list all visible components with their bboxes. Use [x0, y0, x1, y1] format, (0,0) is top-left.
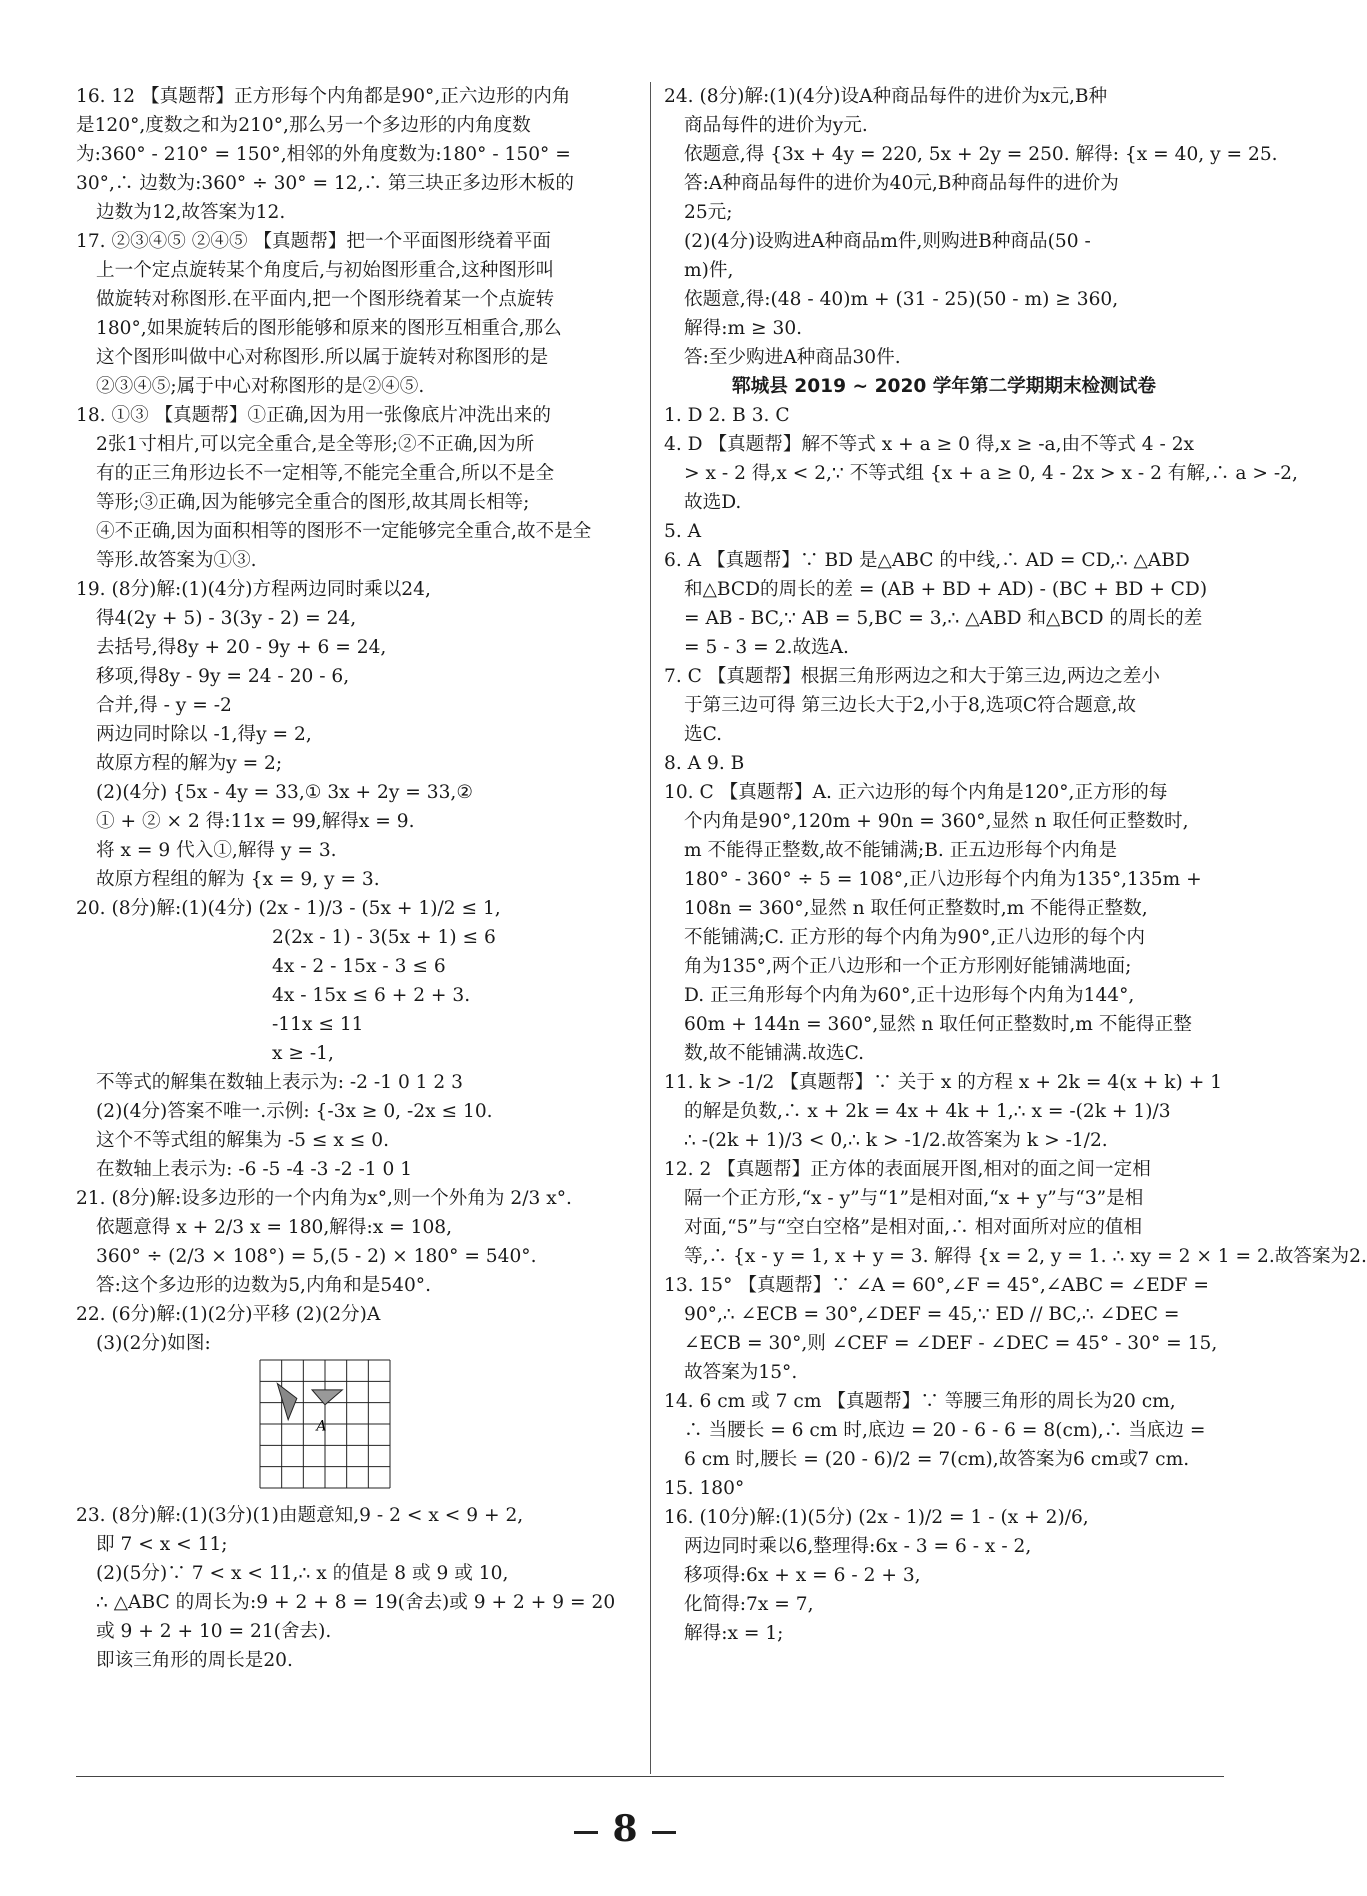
text-line: 解得:x = 1;	[684, 1623, 784, 1644]
text-line: 依题意,得:(48 - 40)m + (31 - 25)(50 - m) ≥ 360,	[684, 289, 1119, 310]
text-line: 合并,得 - y = -2	[96, 695, 232, 716]
text-line: 1. D 2. B 3. C	[664, 405, 790, 426]
text-line: 不等式的解集在数轴上表示为: -2 -1 0 1 2 3	[96, 1072, 463, 1093]
text-line: 故选D.	[684, 492, 742, 513]
text-line: 11. k > -1/2 【真题帮】∵ 关于 x 的方程 x + 2k = 4(x + k) + 1	[664, 1072, 1223, 1093]
text-line: 4. D 【真题帮】解不等式 x + a ≥ 0 得,x ≥ -a,由不等式 4 - 2x	[664, 434, 1195, 455]
text-line: 16. 12 【真题帮】正方形每个内角都是90°,正六边形的内角	[76, 86, 571, 107]
text-line: 15. 180°	[664, 1478, 745, 1499]
text-line: = 5 - 3 = 2.故选A.	[684, 637, 849, 658]
text-line: 108n = 360°,显然 n 取任何正整数时,m 不能得正整数,	[684, 898, 1148, 919]
text-line: 是120°,度数之和为210°,那么另一个多边形的内角度数	[76, 115, 531, 136]
text-line: ∠ECB = 30°,则 ∠CEF = ∠DEF - ∠DEC = 45° - 30° = 15,	[684, 1333, 1218, 1354]
section-title: 郓城县 2019 ~ 2020 学年第二学期期末检测试卷	[732, 376, 1156, 397]
text-line: 2(2x - 1) - 3(5x + 1) ≤ 6	[272, 927, 496, 948]
text-line: 20. (8分)解:(1)(4分) (2x - 1)/3 - (5x + 1)/2 ≤ 1,	[76, 898, 501, 919]
text-line: 的解是负数,∴ x + 2k = 4x + 4k + 1,∴ x = -(2k + 1)/3	[684, 1101, 1171, 1122]
dash-right	[652, 1831, 676, 1834]
text-line: 即 7 < x < 11;	[96, 1534, 228, 1555]
text-line: 8. A 9. B	[664, 753, 745, 774]
text-line: 依题意得 x + 2/3 x = 180,解得:x = 108,	[96, 1217, 453, 1238]
text-line: 23. (8分)解:(1)(3分)(1)由题意知,9 - 2 < x < 9 + 2,	[76, 1505, 524, 1526]
text-line: 和△BCD的周长的差 = (AB + BD + AD) - (BC + BD + CD)	[684, 579, 1208, 600]
left-column	[76, 82, 636, 1675]
text-line: 答:至少购进A种商品30件.	[684, 347, 901, 368]
text-line: 有的正三角形边长不一定相等,不能完全重合,所以不是全	[96, 463, 555, 484]
text-line: > x - 2 得,x < 2,∵ 不等式组 {x + a ≥ 0, 4 - 2x > x - 2 有解,∴ a > -2,	[684, 463, 1298, 484]
grid-figure	[260, 1360, 636, 1497]
text-line: (3)(2分)如图:	[96, 1333, 211, 1354]
text-line: 2张1寸相片,可以完全重合,是全等形;②不正确,因为所	[96, 434, 535, 455]
text-line: 移项,得8y - 9y = 24 - 20 - 6,	[96, 666, 350, 687]
text-line: 等形;③正确,因为能够完全重合的图形,故其周长相等;	[96, 492, 530, 513]
text-line: 故原方程的解为y = 2;	[96, 753, 283, 774]
text-line: 得4(2y + 5) - 3(3y - 2) = 24,	[96, 608, 357, 629]
page-number	[0, 1808, 1250, 1850]
text-line: 化简得:7x = 7,	[684, 1594, 814, 1615]
text-line: 上一个定点旋转某个角度后,与初始图形重合,这种图形叫	[96, 260, 555, 281]
footer-rule	[76, 1776, 1224, 1777]
text-line: 16. (10分)解:(1)(5分) (2x - 1)/2 = 1 - (x + 2)/6,	[664, 1507, 1089, 1528]
text-line: 做旋转对称图形.在平面内,把一个图形绕着某一个点旋转	[96, 289, 555, 310]
text-line: 数,故不能铺满.故选C.	[684, 1043, 865, 1064]
text-line: 故答案为15°.	[684, 1362, 798, 1383]
text-line: D. 正三角形每个内角为60°,正十边形每个内角为144°,	[684, 985, 1135, 1006]
dash-left	[574, 1831, 598, 1834]
text-line: (2)(4分)答案不唯一.示例: {-3x ≥ 0, -2x ≤ 10.	[96, 1101, 493, 1122]
text-line: 18. ①③ 【真题帮】①正确,因为用一张像底片冲洗出来的	[76, 405, 551, 426]
text-line: 180° - 360° ÷ 5 = 108°,正八边形每个内角为135°,135m +	[684, 869, 1202, 890]
text-line: 6 cm 时,腰长 = (20 - 6)/2 = 7(cm),故答案为6 cm或7 cm.	[684, 1449, 1190, 1470]
text-line: 5. A	[664, 521, 702, 542]
text-line: 选C.	[684, 724, 723, 745]
text-line: 两边同时除以 -1,得y = 2,	[96, 724, 312, 745]
text-line: x ≥ -1,	[272, 1043, 334, 1064]
text-line: 解得:m ≥ 30.	[684, 318, 803, 339]
text-line: 故原方程组的解为 {x = 9, y = 3.	[96, 869, 380, 890]
text-line: 360° ÷ (2/3 × 108°) = 5,(5 - 2) × 180° = 540°.	[96, 1246, 537, 1267]
text-line: ① + ② × 2 得:11x = 99,解得x = 9.	[96, 811, 415, 832]
text-line: 25元;	[684, 202, 733, 223]
text-line: 答:这个多边形的边数为5,内角和是540°.	[96, 1275, 432, 1296]
text-line: (2)(4分) {5x - 4y = 33,① 3x + 2y = 33,②	[96, 782, 474, 803]
text-line: ②③④⑤;属于中心对称图形的是②④⑤.	[96, 376, 425, 397]
text-line: 或 9 + 2 + 10 = 21(舍去).	[96, 1621, 332, 1642]
page-number-text: 8	[612, 1808, 638, 1850]
column-divider	[650, 82, 651, 1774]
text-line: 4x - 15x ≤ 6 + 2 + 3.	[272, 985, 471, 1006]
text-line: 个内角是90°,120m + 90n = 360°,显然 n 取任何正整数时,	[684, 811, 1189, 832]
text-line: 90°,∴ ∠ECB = 30°,∠DEF = 45,∵ ED // BC,∴ ∠DEC =	[684, 1304, 1180, 1325]
text-line: 边数为12,故答案为12.	[96, 202, 286, 223]
text-line: 答:A种商品每件的进价为40元,B种商品每件的进价为	[684, 173, 1119, 194]
text-line: 在数轴上表示为: -6 -5 -4 -3 -2 -1 0 1	[96, 1159, 413, 1180]
text-line: (2)(5分)∵ 7 < x < 11,∴ x 的值是 8 或 9 或 10,	[96, 1563, 509, 1584]
text-line: 等形.故答案为①③.	[96, 550, 257, 571]
text-line: 即该三角形的周长是20.	[96, 1650, 293, 1671]
text-line: 19. (8分)解:(1)(4分)方程两边同时乘以24,	[76, 579, 431, 600]
text-line: -11x ≤ 11	[272, 1014, 364, 1035]
text-line: 这个图形叫做中心对称图形.所以属于旋转对称图形的是	[96, 347, 549, 368]
text-line: 24. (8分)解:(1)(4分)设A种商品每件的进价为x元,B种	[664, 86, 1108, 107]
text-line: 12. 2 【真题帮】正方体的表面展开图,相对的面之间一定相	[664, 1159, 1151, 1180]
text-line: 于第三边可得 第三边长大于2,小于8,选项C符合题意,故	[684, 695, 1136, 716]
text-line: 将 x = 9 代入①,解得 y = 3.	[96, 840, 337, 861]
text-line: 4x - 2 - 15x - 3 ≤ 6	[272, 956, 446, 977]
text-line: 13. 15° 【真题帮】∵ ∠A = 60°,∠F = 45°,∠ABC = ∠EDF =	[664, 1275, 1209, 1296]
text-line: 14. 6 cm 或 7 cm 【真题帮】∵ 等腰三角形的周长为20 cm,	[664, 1391, 1176, 1412]
text-line: 角为135°,两个正八边形和一个正方形刚好能铺满地面;	[684, 956, 1132, 977]
text-line: 6. A 【真题帮】∵ BD 是△ABC 的中线,∴ AD = CD,∴ △ABD	[664, 550, 1190, 571]
svg-text:A: A	[316, 1418, 327, 1435]
text-line: ∴ 当腰长 = 6 cm 时,底边 = 20 - 6 - 6 = 8(cm),∴ 当底边 =	[684, 1420, 1206, 1441]
text-line: (2)(4分)设购进A种商品m件,则购进B种商品(50 -	[684, 231, 1091, 252]
text-line: 两边同时乘以6,整理得:6x - 3 = 6 - x - 2,	[684, 1536, 1032, 1557]
text-line: 商品每件的进价为y元.	[684, 115, 868, 136]
text-line: = AB - BC,∵ AB = 5,BC = 3,∴ △ABD 和△BCD 的周长的差	[684, 608, 1203, 629]
text-line: 22. (6分)解:(1)(2分)平移 (2)(2分)A	[76, 1304, 381, 1325]
text-line: 不能铺满;C. 正方形的每个内角为90°,正八边形的每个内	[684, 927, 1145, 948]
text-line: 180°,如果旋转后的图形能够和原来的图形互相重合,那么	[96, 318, 562, 339]
text-line: m 不能得正整数,故不能铺满;B. 正五边形每个内角是	[684, 840, 1118, 861]
text-line: ∴ -(2k + 1)/3 < 0,∴ k > -1/2.故答案为 k > -1/2.	[684, 1130, 1108, 1151]
text-line: ∴ △ABC 的周长为:9 + 2 + 8 = 19(舍去)或 9 + 2 + 9 = 20	[96, 1592, 616, 1613]
text-line: 去括号,得8y + 20 - 9y + 6 = 24,	[96, 637, 387, 658]
text-line: 这个不等式组的解集为 -5 ≤ x ≤ 0.	[96, 1130, 389, 1151]
text-line: 7. C 【真题帮】根据三角形两边之和大于第三边,两边之差小	[664, 666, 1160, 687]
text-line: 30°,∴ 边数为:360° ÷ 30° = 12,∴ 第三块正多边形木板的	[76, 173, 574, 194]
text-line: 对面,“5”与“空白空格”是相对面,∴ 相对面所对应的值相	[684, 1217, 1143, 1238]
text-line: 移项得:6x + x = 6 - 2 + 3,	[684, 1565, 921, 1586]
text-line: ④不正确,因为面积相等的图形不一定能够完全重合,故不是全	[96, 521, 592, 542]
text-line: 为:360° - 210° = 150°,相邻的外角度数为:180° - 150° =	[76, 144, 571, 165]
text-line: 隔一个正方形,“x - y”与“1”是相对面,“x + y”与“3”是相	[684, 1188, 1144, 1209]
text-line: 10. C 【真题帮】A. 正六边形的每个内角是120°,正方形的每	[664, 782, 1168, 803]
text-line: 60m + 144n = 360°,显然 n 取任何正整数时,m 不能得正整	[684, 1014, 1192, 1035]
text-line: 17. ②③④⑤ ②④⑤ 【真题帮】把一个平面图形绕着平面	[76, 231, 551, 252]
text-line: 21. (8分)解:设多边形的一个内角为x°,则一个外角为 2/3 x°.	[76, 1188, 572, 1209]
right-column	[664, 82, 1367, 1648]
text-line: m)件,	[684, 260, 734, 281]
text-line: 依题意,得 {3x + 4y = 220, 5x + 2y = 250. 解得: {x = 40, y = 25.	[684, 144, 1278, 165]
text-line: 等,∴ {x - y = 1, x + y = 3. 解得 {x = 2, y = 1. ∴ xy = 2 × 1 = 2.故答案为2.	[684, 1246, 1367, 1267]
